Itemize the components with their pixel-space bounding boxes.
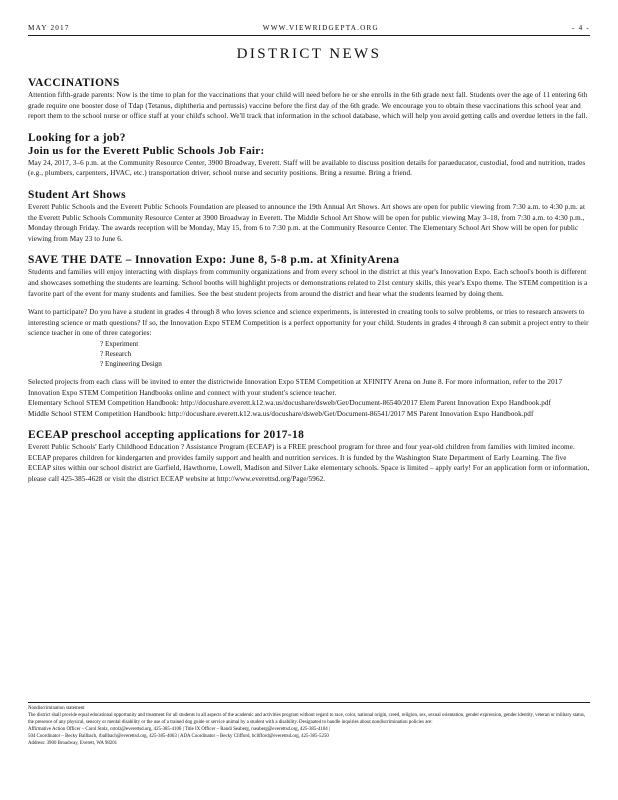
footer-heading: Nondiscrimination statement — [28, 706, 85, 711]
art-shows-section — [28, 189, 590, 244]
art-shows-body: Everett Public Schools and the Everett Public Schools Foundation are pleased to announce the 19th Annual Art Shows. Art shows are open for public viewing from 7:30 a.m. to 4:30 p.m. at the Everett Public Schools Community Resource Center at 3900 Broadway in Everett. The Middle School Art Show will be open for public viewing May 3–18, from 7:30 a.m. to 4:30 p.m., Monday through Friday. The awards reception will be Monday, May 15, from 6 to 7:30 p.m. at the Community Resource Center. The Elementary School Art Show will be open for public viewing from May 23 to June 6. — [28, 202, 586, 243]
innovation-expo-heading: SAVE THE DATE – Innovation Expo: June 8, 5-8 p.m. at XfinityArena — [28, 254, 400, 267]
footer-contacts-2: 504 Coordinator – Becky Ballbach, rballbach@everettsd.org, 425-385-4063 | ADA Coordinator – Becky Clifford, bclifford@everettsd.org, 425-385-5250 — [28, 734, 329, 739]
nondiscrimination-footer — [28, 702, 590, 747]
list-item: ? Experiment — [100, 339, 139, 348]
footer-contacts-1: Affirmative Action Officer – Carol Stolz, cstolz@everettsd.org, 425-385-4106 | Title IX Officer – Randi Seaberg, rseaberg@everettsd.org, 425-385-4104 | — [28, 727, 330, 732]
innovation-expo-body-1: Students and families will enjoy interacting with displays from community organizations and from every school in the district at this year's Innovation Expo. Each school's booth is different and showcases something the students are learning. School booths will highlight projects or demonstrations related to 21st century skills, this year's Expo theme. The STEM competition is a favorite part of the event for many students and families. See the best student projects from around the district and hear what the students learned by doing them. — [28, 268, 588, 298]
job-fair-subheading: Join us for the Everett Public Schools Job Fair: — [28, 144, 265, 157]
job-fair-heading: Looking for a job? — [28, 131, 126, 144]
list-item: ? Research — [100, 349, 132, 358]
footer-body: The district shall provide equal educational opportunity and treatment for all students in all aspects of the academic and activities program without regard to race, color, national origin, creed, religion, sex, sexual orientation, gender expression, gender identity, veteran or military status, the presence of any physical, sensory or mental disability or the use of a trained dog guide or service animal by a student with a disability. Designated to handle inquiries about nondiscrimination policies are: — [28, 713, 586, 725]
page-header — [28, 24, 590, 32]
page-title: DISTRICT NEWS — [236, 46, 382, 62]
list-item: ? Engineering Design — [100, 359, 162, 368]
job-fair-section — [28, 132, 590, 179]
footer-address: Address: 3900 Broadway, Everett, WA 98201 — [28, 741, 118, 746]
header-divider — [28, 35, 590, 36]
eceap-body: Everett Public Schools' Early Childhood Education ? Assistance Program (ECEAP) is a FREE preschool program for three and four year-old children from families with limited income. ECEAP prepares children for kindergarten and provides family support and health and nutrition services. It is funded by the Washington State Department of Early Learning. The five ECEAP sites within our school district are Garfield, Hawthorne, Lowell, Madison and Silver Lake elementary schools. Space is limited – apply early! For an application form or information, please call 425-385-4628 or visit the district ECEAP website at http://www.everettsd.org/Page/5962. — [28, 443, 590, 484]
eceap-heading: ECEAP preschool accepting applications for 2017-18 — [28, 429, 305, 442]
innovation-expo-body-3: Selected projects from each class will be invited to enter the districtwide Innovation Expo STEM Competition at XFINITY Arena on June 8. For more information, refer to the 2017 Innovation Expo STEM Competition Handbooks online and connect with your student's science teacher. — [28, 377, 563, 397]
eceap-section — [28, 429, 590, 484]
header-page-number: - 4 - — [572, 24, 590, 32]
header-date: MAY 2017 — [28, 24, 70, 32]
vaccinations-body: Attention fifth-grade parents: Now is the time to plan for the vaccinations that your child will need before he or she enrolls in the 6th grade next fall. Students over the age of 11 entering 6th grade require one booster dose of Tdap (Tetanus, diphtheria and pertussis) vaccine before the first day of the 6th grade. We encourage you to obtain these vaccinations this school year and report them to the school nurse or office staff at your child's school. We'll track that information in the school database, which will help you avoid getting calls and overdue letters in the fall. — [28, 91, 588, 121]
stem-categories-list — [100, 339, 590, 369]
vaccinations-section — [28, 77, 590, 122]
job-fair-body: May 24, 2017, 3–6 p.m. at the Community Resource Center, 3900 Broadway, Everett. Staff will be available to discuss position details for paraeducator, custodial, food and nutrition, trades (e.g., plumbers, carpenters, HVAC, etc.) transportation driver, school nurse and security positions. Bring a resume. Bring a friend. — [28, 158, 586, 178]
innovation-expo-section — [28, 254, 590, 419]
elementary-handbook-link[interactable]: Elementary School STEM Competition Handbook: http://docushare.everett.k12.wa.us/docushare/dsweb/Get/Document-86540/2017 Elem Parent Innovation Expo Handbook.pdf — [28, 399, 552, 408]
header-site: WWW.VIEWRIDGEPTA.ORG — [262, 24, 379, 32]
art-shows-heading: Student Art Shows — [28, 188, 126, 201]
middle-school-handbook-link[interactable]: Middle School STEM Competition Handbook: http://docushare.everett.k12.wa.us/docushare/dsweb/Get/Document-86541/2017 MS Parent Innovation Expo Handbook.pdf — [28, 409, 534, 418]
newsletter-page — [28, 24, 590, 485]
innovation-expo-body-2: Want to participate? Do you have a student in grades 4 through 8 who loves science and science experiments, is interested in creating tools to solve problems, or tries to research answers to interesting science or math questions? If so, the Innovation Expo STEM Competition is a perfect opportunity for your child. Students in grades 4 through 8 can submit a project entry to their science teacher in one of three categories: — [28, 308, 589, 338]
vaccinations-heading: VACCINATIONS — [28, 77, 120, 89]
